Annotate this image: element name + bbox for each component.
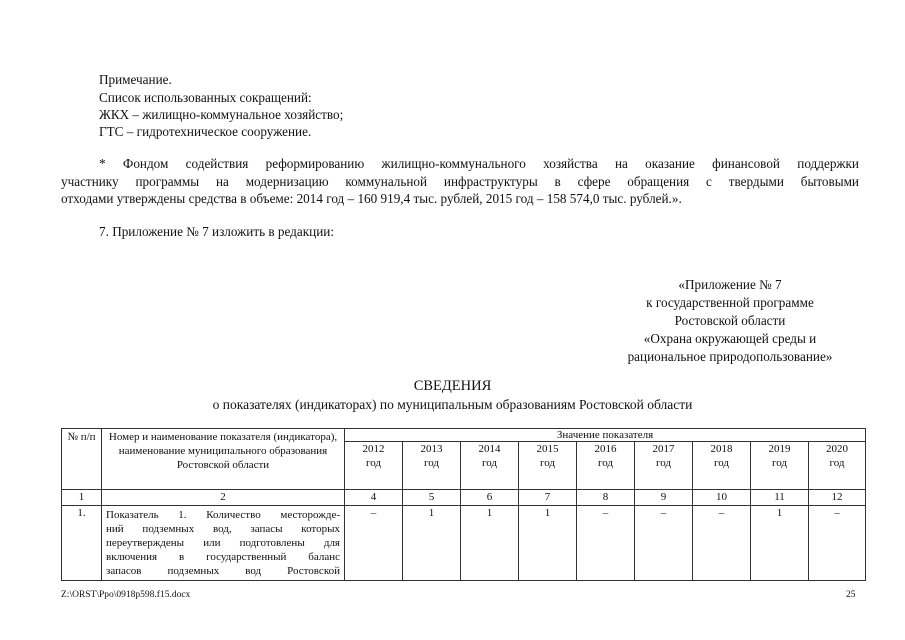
value-cell: – [635,506,693,581]
footnote-line-3: отходами утверждены средства в объеме: 2014 год – 160 919,4 тыс. рублей, 2015 год – 158 574,0 тыс. рублей.». [61,191,682,206]
column-number: 9 [635,490,693,506]
appendix-line: Ростовской области [674,313,786,328]
year-header: 2019 год [751,442,809,490]
column-number: 8 [577,490,635,506]
column-number: 2 [102,490,345,506]
note-heading: Примечание. [99,72,172,87]
year-header: 2015 год [519,442,577,490]
appendix-line: рациональное природопользование» [627,349,833,364]
row-number: 1. [62,506,102,581]
indicator-description [102,506,345,581]
item-7-text: 7. Приложение № 7 изложить в редакции: [99,224,334,239]
description-line: ний подземных вод, запасы которых [106,523,340,535]
appendix-line: к государственной программе [646,295,814,310]
header-name: Номер и наименование показателя (индикатора), наименование муниципального образования Ростовской области [102,429,345,490]
appendix-line: «Приложение № 7 [678,277,782,292]
document-title: СВЕДЕНИЯ [413,378,492,394]
year-header: 2014 год [461,442,519,490]
year-header: 2018 год [693,442,751,490]
column-number: 1 [62,490,102,506]
value-cell: – [809,506,866,581]
description-line: переутверждены или подготовлены для [106,537,340,549]
description-line: включения в государственный баланс [106,551,340,563]
appendix-line: «Охрана окружающей среды и [643,331,817,346]
column-number: 11 [751,490,809,506]
value-cell: – [577,506,635,581]
value-cell: – [345,506,403,581]
column-number: 10 [693,490,751,506]
column-number: 7 [519,490,577,506]
column-number: 5 [403,490,461,506]
footnote-line-2: участнику программы на модернизацию коммунальной инфраструктуры в сфере обращения с твердыми бытовыми [61,174,859,189]
abbreviation-gts: ГТС – гидротехническое сооружение. [99,124,312,139]
page-number: 25 [846,590,856,600]
year-header: 2017 год [635,442,693,490]
year-header: 2020 год [809,442,866,490]
column-number: 4 [345,490,403,506]
appendix-caption [600,276,860,366]
footer-file-path: Z:\ORST\Ppo\0918p598.f15.docx [61,590,191,600]
year-header: 2013 год [403,442,461,490]
document-subtitle: о показателях (индикаторах) по муниципальным образованиям Ростовской области [212,397,693,412]
description-line: Показатель 1. Количество месторожде- [106,509,340,521]
value-cell: 1 [519,506,577,581]
year-header: 2012 год [345,442,403,490]
indicators-table [61,428,866,581]
column-numbers-row [62,490,866,506]
header-num: № п/п [62,429,102,490]
header-values: Значение показателя [345,429,866,442]
abbreviations-heading: Список использованных сокращений: [99,90,312,105]
footnote-line-1: * Фондом содействия реформированию жилищно-коммунального хозяйства на оказание финансовой поддержки [99,156,859,171]
description-line: запасов подземных вод Ростовской [106,565,340,577]
table-row [62,506,866,581]
column-number: 6 [461,490,519,506]
column-number: 12 [809,490,866,506]
value-cell: – [693,506,751,581]
abbreviation-zhkkh: ЖКХ – жилищно-коммунальное хозяйство; [99,107,344,122]
year-header: 2016 год [577,442,635,490]
value-cell: 1 [403,506,461,581]
value-cell: 1 [751,506,809,581]
value-cell: 1 [461,506,519,581]
